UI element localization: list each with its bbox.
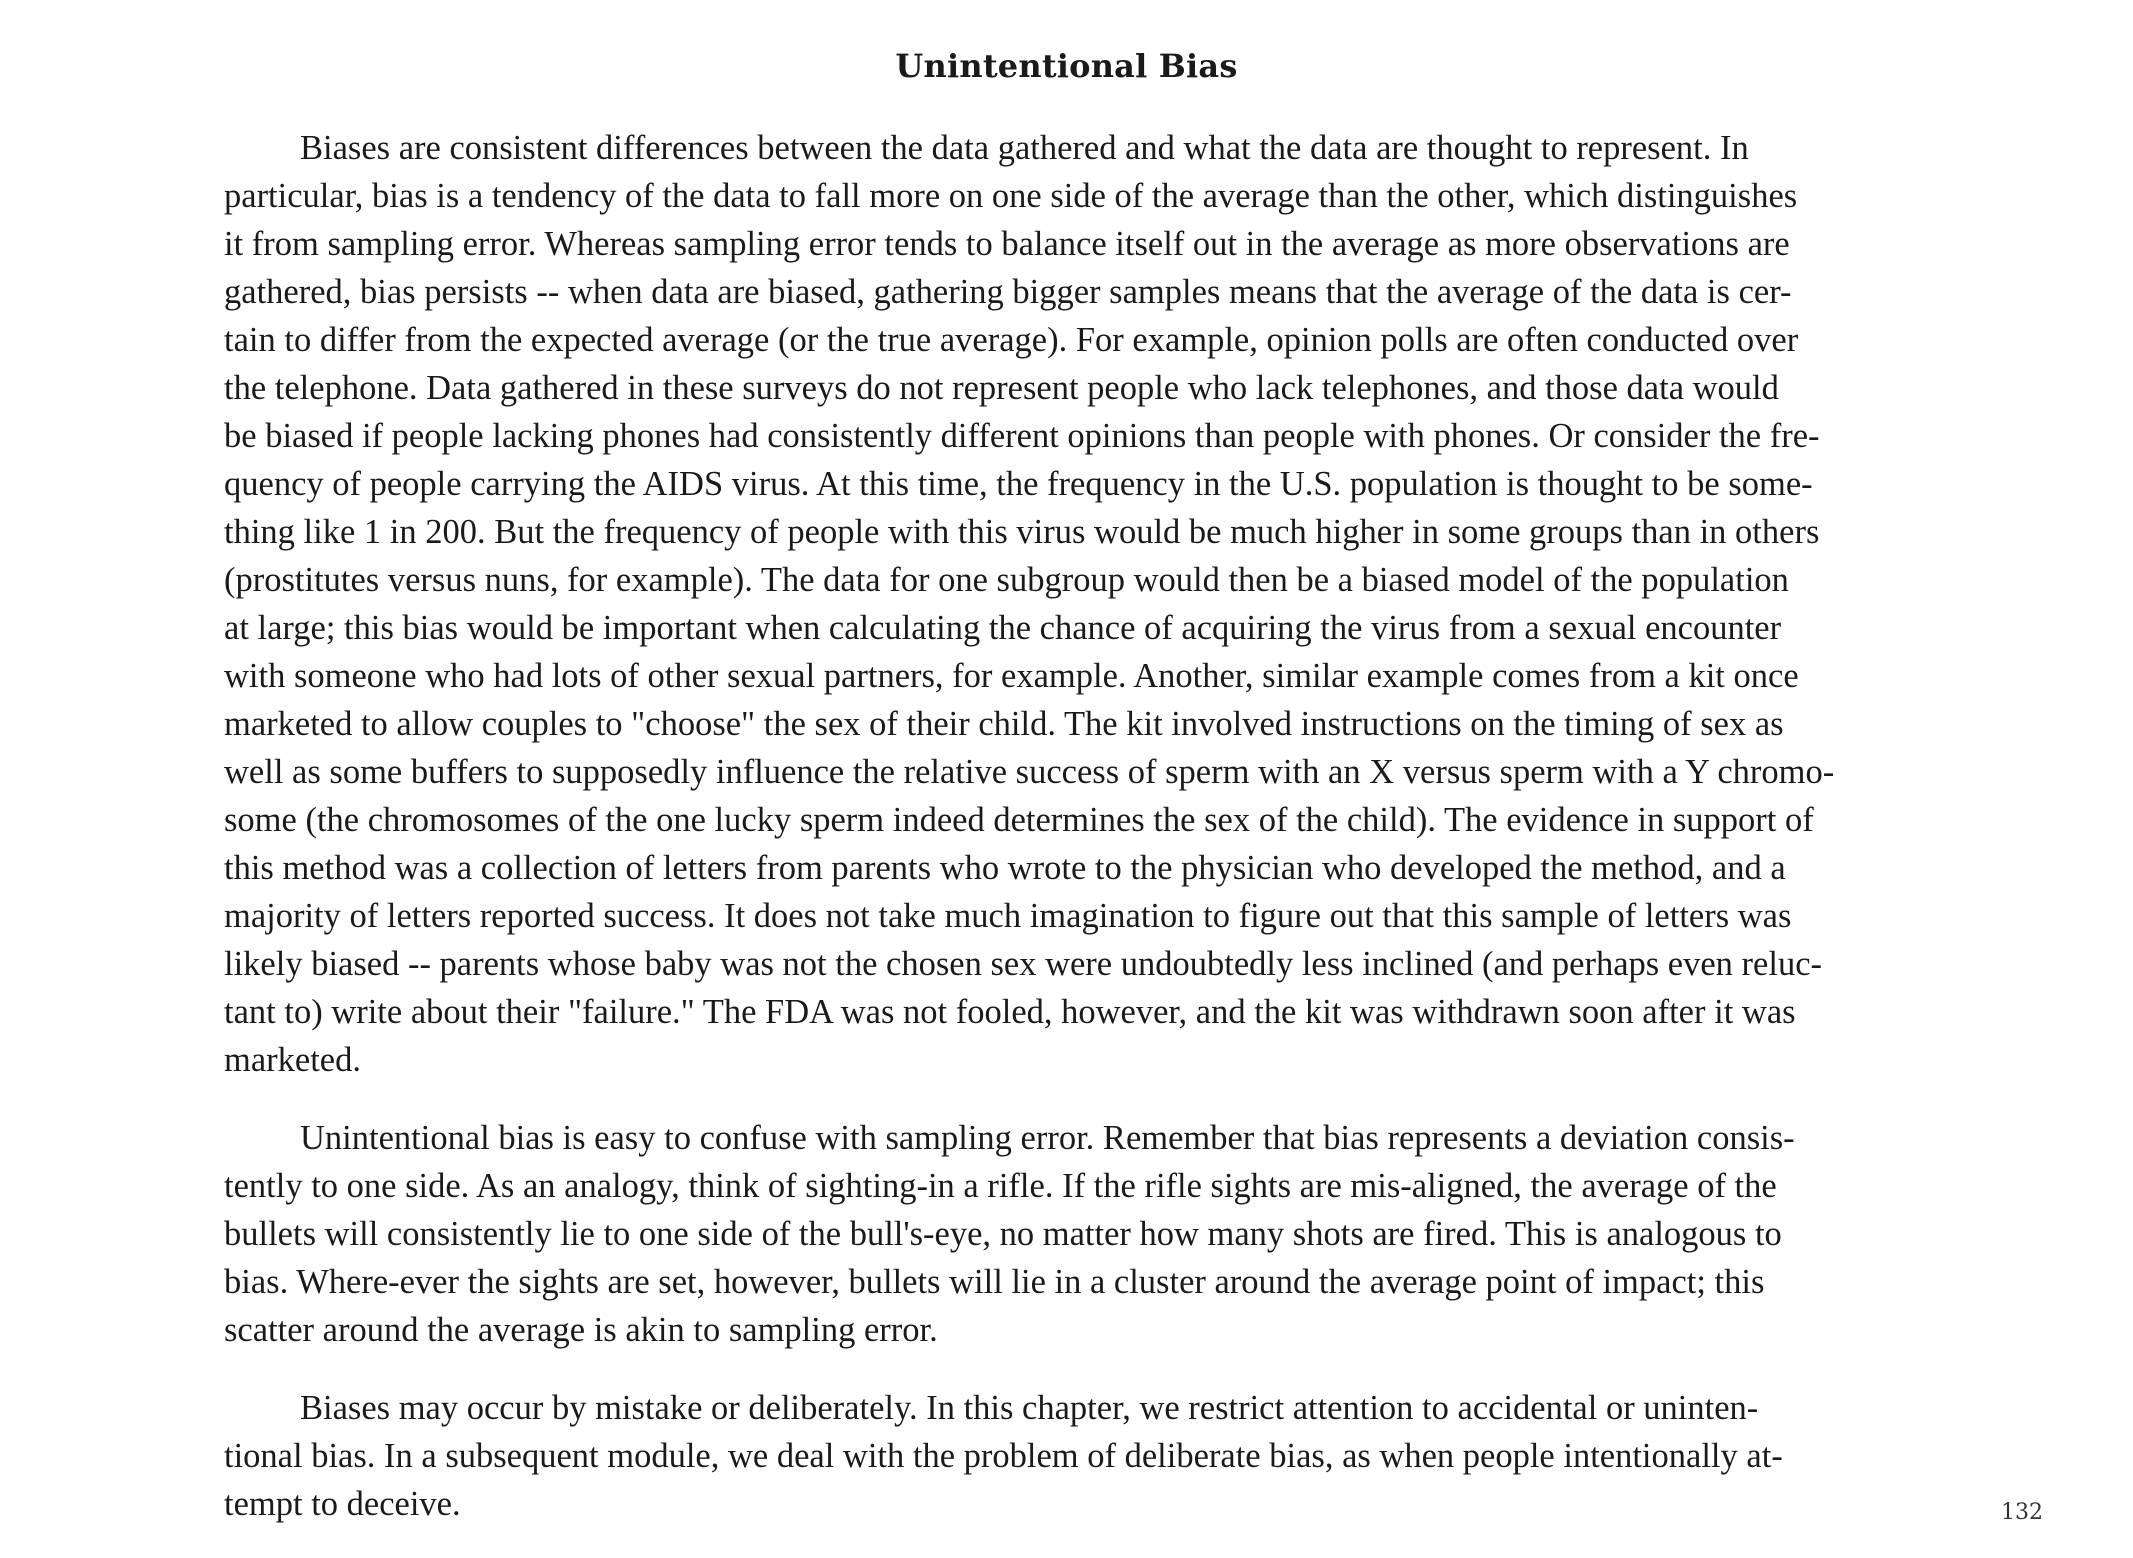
text-line: tional bias. In a subsequent module, we deal with the problem of deliberate bias, as when people intentionally at- xyxy=(224,1437,1783,1475)
paragraph xyxy=(224,1114,1944,1354)
text-line: marketed to allow couples to "choose" the sex of their child. The kit involved instructions on the timing of sex as xyxy=(224,705,1784,743)
text-line: bias. Where-ever the sights are set, however, bullets will lie in a cluster around the average point of impact; this xyxy=(224,1263,1765,1301)
text-line: well as some buffers to supposedly influence the relative success of sperm with an X versus sperm with a Y chromo- xyxy=(224,753,1835,791)
text-line: tain to differ from the expected average (or the true average). For example, opinion polls are often conducted over xyxy=(224,321,1799,359)
text-line: Biases may occur by mistake or deliberately. In this chapter, we restrict attention to accidental or uninten- xyxy=(300,1389,1759,1427)
text-line: tently to one side. As an analogy, think of sighting-in a rifle. If the rifle sights are mis-aligned, the average of the xyxy=(224,1167,1777,1205)
paragraph xyxy=(224,1384,1944,1528)
text-line: this method was a collection of letters from parents who wrote to the physician who developed the method, and a xyxy=(224,849,1786,887)
text-line: with someone who had lots of other sexual partners, for example. Another, similar example comes from a kit once xyxy=(224,657,1799,695)
text-line: thing like 1 in 200. But the frequency of people with this virus would be much higher in some groups than in others xyxy=(224,513,1820,551)
page-title: Unintentional Bias xyxy=(895,47,1238,85)
text-line: (prostitutes versus nuns, for example). The data for one subgroup would then be a biased model of the population xyxy=(224,561,1789,599)
text-line: likely biased -- parents whose baby was not the chosen sex were undoubtedly less inclined (and perhaps even reluc- xyxy=(224,945,1823,983)
text-line: some (the chromosomes of the one lucky sperm indeed determines the sex of the child). The evidence in support of xyxy=(224,801,1814,839)
text-line: scatter around the average is akin to sampling error. xyxy=(224,1311,938,1349)
text-line: at large; this bias would be important when calculating the chance of acquiring the virus from a sexual encounter xyxy=(224,609,1782,647)
text-line: the telephone. Data gathered in these surveys do not represent people who lack telephones, and those data would xyxy=(224,369,1779,407)
page-number: 132 xyxy=(2001,1500,2043,1525)
text-line: Biases are consistent differences between the data gathered and what the data are thought to represent. In xyxy=(300,129,1749,167)
text-line: marketed. xyxy=(224,1041,361,1079)
paragraph xyxy=(224,124,1944,1084)
text-line: particular, bias is a tendency of the data to fall more on one side of the average than the other, which distinguishes xyxy=(224,177,1798,215)
text-line: be biased if people lacking phones had consistently different opinions than people with phones. Or consider the fre- xyxy=(224,417,1820,455)
body-text xyxy=(224,124,1944,1558)
text-line: it from sampling error. Whereas sampling error tends to balance itself out in the average as more observations are xyxy=(224,225,1790,263)
text-line: tempt to deceive. xyxy=(224,1485,461,1523)
text-line: quency of people carrying the AIDS virus. At this time, the frequency in the U.S. population is thought to be some- xyxy=(224,465,1813,503)
text-line: gathered, bias persists -- when data are biased, gathering bigger samples means that the average of the data is cer- xyxy=(224,273,1792,311)
text-line: bullets will consistently lie to one side of the bull's-eye, no matter how many shots are fired. This is analogous to xyxy=(224,1215,1782,1253)
text-line: Unintentional bias is easy to confuse with sampling error. Remember that bias represents a deviation consis- xyxy=(300,1119,1795,1157)
text-line: tant to) write about their "failure." The FDA was not fooled, however, and the kit was withdrawn soon after it was xyxy=(224,993,1796,1031)
text-line: majority of letters reported success. It does not take much imagination to figure out that this sample of letters was xyxy=(224,897,1792,935)
